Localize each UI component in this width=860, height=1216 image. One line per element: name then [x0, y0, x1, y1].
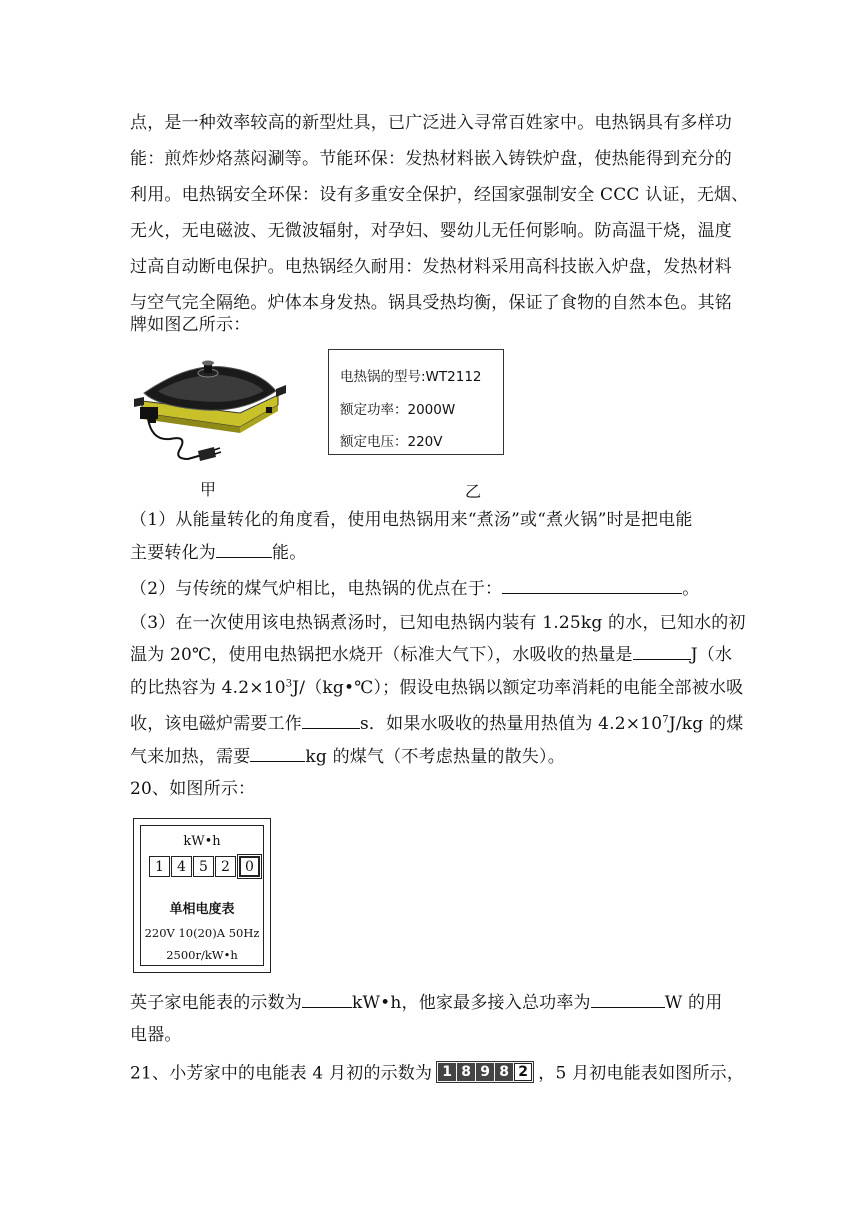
- meter-digit-decimal: 0: [239, 856, 260, 877]
- intro-line-2: 能：煎炸炒烙蒸闷涮等。节能环保：发热材料嵌入铸铁炉盘，使热能得到充分的: [130, 149, 732, 169]
- answer-blank[interactable]: [302, 991, 352, 1008]
- q21-text-post: ，5 月初电能表如图所示，: [538, 1063, 745, 1084]
- figure-yi-label: 乙: [465, 482, 482, 501]
- counter-digit: 8: [457, 1063, 475, 1081]
- meter-digit: 5: [193, 856, 214, 877]
- q19-part1-line2: [130, 541, 306, 563]
- meter-unit: kW•h: [183, 834, 221, 849]
- q19-part3-line2: [130, 643, 732, 665]
- q19-part1-text-end: 能。: [272, 543, 307, 563]
- nameplate: [328, 349, 504, 455]
- answer-blank[interactable]: [502, 577, 682, 594]
- meter-digit: 4: [171, 856, 192, 877]
- q20-text: kW•h，他家最多接入总功率为: [352, 993, 591, 1013]
- meter-name: 单相电度表: [169, 902, 235, 917]
- intro-line-6: 与空气完全隔绝。炉体本身发热。锅具受热均衡，保证了食物的自然本色。其铭: [130, 293, 732, 313]
- answer-blank[interactable]: [633, 643, 691, 660]
- q19-part3-text: 的比热容为 4.2×10: [130, 678, 286, 698]
- q19-part3-line4: [130, 712, 743, 734]
- q21-text-pre: 21、小芳家中的电能表 4 月初的示数为: [130, 1063, 433, 1084]
- q19-part3-line1: （3）在一次使用该电热锅煮汤时，已知电热锅内装有 1.25kg 的水，已知水的初: [130, 613, 746, 633]
- q21-text: [130, 1063, 744, 1085]
- intro-line-5: 过高自动断电保护。电热锅经久耐用：发热材料采用高科技嵌入炉盘，发热材料: [130, 257, 732, 277]
- answer-blank[interactable]: [250, 745, 305, 762]
- intro-line-4: 无火，无电磁波、无微波辐射，对孕妇、婴幼儿无任何影响。防高温干烧，温度: [130, 221, 732, 241]
- q20-text: 英子家电能表的示数为: [130, 993, 302, 1013]
- q19-part3-line3: [130, 678, 743, 698]
- electric-pan-image: [128, 343, 288, 468]
- nameplate-model: 电热锅的型号:WT2112: [340, 369, 482, 385]
- q19-part1-line1: （1）从能量转化的角度看，使用电热锅用来“煮汤”或“煮火锅”时是把电能: [130, 510, 693, 530]
- counter-digit: 1: [438, 1063, 456, 1081]
- q20-heading: 20、如图所示：: [130, 779, 256, 799]
- q19-part3-text: J/（kg•℃）；假设电热锅以额定功率消耗的电能全部被水吸: [292, 678, 744, 698]
- q19-part1-text: 主要转化为: [130, 543, 216, 563]
- intro-line-7: 牌如图乙所示：: [130, 315, 251, 335]
- meter-panel: [140, 825, 264, 966]
- meter-digit: 2: [215, 856, 236, 877]
- q19-part3-text: 收，该电磁炉需要工作: [130, 714, 302, 734]
- q19-part3-text: J/kg 的煤: [668, 714, 744, 734]
- intro-line-3: 利用。电热锅安全环保：设有多重安全保护，经国家强制安全 CCC 认证，无烟、: [130, 185, 749, 205]
- counter-digit: 8: [495, 1063, 513, 1081]
- q19-part3-text: s．如果水吸收的热量用热值为 4.2×10: [360, 714, 663, 734]
- answer-blank[interactable]: [302, 712, 360, 729]
- q19-part2: [130, 577, 699, 599]
- q19-part3-line5: [130, 745, 565, 767]
- exponent: 7: [662, 714, 669, 726]
- q19-part2-end: 。: [682, 579, 700, 599]
- q20-text-line2: 电器。: [130, 1025, 182, 1045]
- q19-part3-text-end: J（水: [690, 645, 733, 665]
- meter-digit: 1: [149, 856, 170, 877]
- q19-part3-text: 温为 20℃，使用电热锅把水烧开（标准大气下），水吸收的热量是: [130, 645, 633, 665]
- meter-spec-revolutions: 2500r/kW•h: [166, 948, 238, 962]
- q20-text-line1: [130, 991, 722, 1013]
- nameplate-voltage: 额定电压：220V: [340, 434, 443, 450]
- electric-meter: [133, 818, 271, 973]
- q19-part3-text: kg 的煤气（不考虑热量的散失）。: [305, 747, 565, 767]
- answer-blank[interactable]: [216, 541, 272, 558]
- nameplate-power: 额定功率：2000W: [340, 402, 456, 418]
- exponent: 3: [285, 678, 293, 690]
- intro-line-1: 点，是一种效率较高的新型灶具，已广泛进入寻常百姓家中。电热锅具有多样功: [130, 113, 732, 133]
- answer-blank[interactable]: [591, 991, 665, 1008]
- counter-digit: 9: [476, 1063, 494, 1081]
- meter-digits: [149, 856, 261, 877]
- q20-text: W 的用: [664, 993, 723, 1013]
- q19-part3-text: 气来加热，需要: [130, 747, 251, 767]
- figure-jia-label: 甲: [200, 480, 217, 499]
- meter-spec-rating: 220V 10(20)A 50Hz: [144, 926, 260, 940]
- meter-counter-image: [436, 1061, 534, 1083]
- counter-digit-decimal: 2: [514, 1063, 532, 1081]
- q19-part2-text: （2）与传统的煤气炉相比，电热锅的优点在于：: [130, 579, 503, 599]
